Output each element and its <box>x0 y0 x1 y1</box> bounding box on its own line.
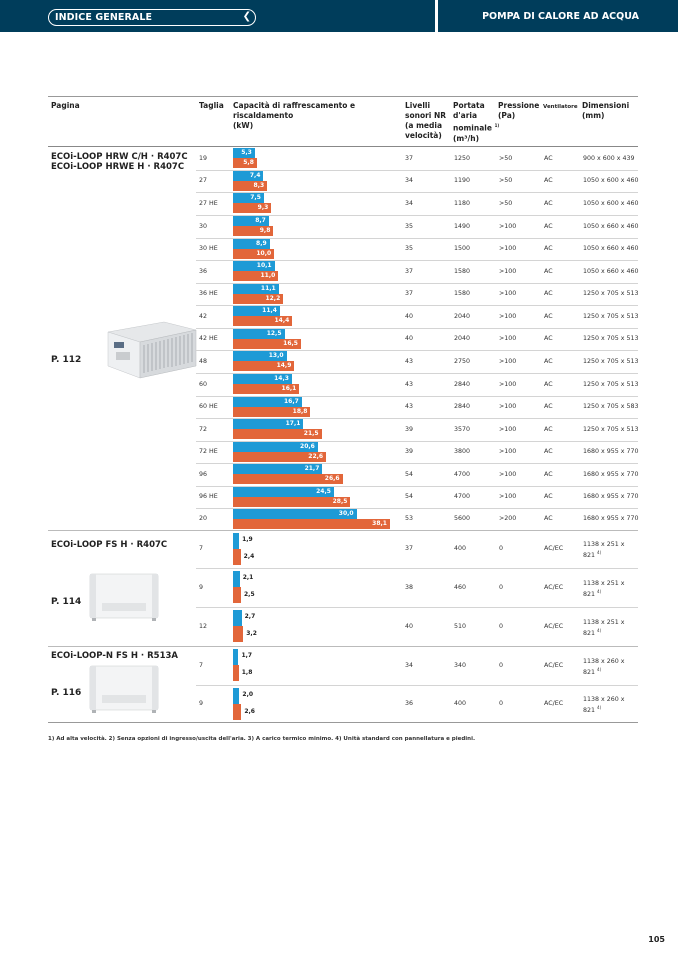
taglia-cell: 96 <box>199 470 208 478</box>
cooling-capacity-bar <box>233 487 334 497</box>
cooling-capacity-label: 30,0 <box>338 510 354 517</box>
cooling-capacity-bar <box>233 509 357 519</box>
fan-cell: AC <box>544 312 553 320</box>
airflow-cell: 1580 <box>454 267 471 275</box>
airflow-cell: 2840 <box>454 380 471 388</box>
heating-capacity-bar <box>233 294 283 304</box>
cooling-capacity-label: 10,1 <box>256 262 272 269</box>
fan-cell: AC <box>544 290 553 297</box>
dimensions-cell: 1050 x 660 x 460 <box>583 222 639 230</box>
header-livelli <box>405 101 446 141</box>
airflow-cell: 5600 <box>454 515 471 522</box>
dimensions-text: 821 <box>583 590 596 598</box>
fan-cell: AC <box>544 177 553 184</box>
header-top-rule <box>48 96 638 97</box>
airflow-cell: 2040 <box>454 335 471 342</box>
cooling-capacity-label: 2,1 <box>242 574 254 581</box>
taglia-cell: 12 <box>199 622 208 630</box>
dimensions-sup: 4) <box>597 627 602 633</box>
cooling-capacity-label: 5,3 <box>241 149 252 156</box>
heating-capacity-bar <box>233 587 241 603</box>
dimensions-cell: 1050 x 600 x 460 <box>583 177 639 184</box>
header-portata-line <box>453 121 499 134</box>
heating-capacity-bar <box>233 665 239 681</box>
pressure-cell: >100 <box>499 470 517 478</box>
heating-capacity-bar <box>233 249 274 259</box>
cooling-capacity-label: 20,6 <box>300 443 315 450</box>
fan-cell: AC/EC <box>544 622 564 630</box>
pressure-cell: >100 <box>499 425 517 433</box>
airflow-cell: 400 <box>454 699 467 707</box>
dimensions-text: 821 <box>583 706 596 714</box>
heating-capacity-bar <box>233 704 241 720</box>
fan-cell: AC <box>544 515 553 522</box>
sound-level-cell: 53 <box>405 515 414 522</box>
header-portata-line: (m³/h) <box>453 133 480 143</box>
product-name: ECOi-LOOP FS H · R407C <box>51 540 168 550</box>
header-pressione-line: (Pa) <box>498 111 516 120</box>
fan-cell: AC <box>544 245 553 252</box>
airflow-cell: 1190 <box>454 177 471 184</box>
dimensions-line <box>583 627 625 638</box>
sound-level-cell: 43 <box>405 403 414 410</box>
heating-capacity-bar <box>233 203 271 213</box>
pressure-cell: >100 <box>499 222 517 230</box>
pressure-cell: 0 <box>499 699 504 707</box>
product-name: ECOi-LOOP HRW C/H · R407C <box>51 152 188 162</box>
sound-level-cell: 40 <box>405 335 414 342</box>
taglia-cell: 27 HE <box>199 199 218 207</box>
cooling-capacity-label: 24,5 <box>316 488 331 495</box>
fan-cell: AC/EC <box>544 699 564 707</box>
sound-level-cell: 54 <box>405 493 414 500</box>
airflow-cell: 400 <box>454 545 467 552</box>
cooling-capacity-label: 1,9 <box>242 536 253 543</box>
pressure-cell: >50 <box>499 154 513 162</box>
airflow-cell: 2840 <box>454 403 471 410</box>
header-portata <box>453 101 499 144</box>
cooling-capacity-bar <box>233 442 318 452</box>
top-bar-separator <box>435 0 438 32</box>
cooling-capacity-bar <box>233 261 275 271</box>
cooling-capacity-bar <box>233 533 239 549</box>
taglia-cell: 27 <box>199 177 208 184</box>
dimensions-line: 1138 x 251 x <box>583 541 625 548</box>
sound-level-cell: 35 <box>405 222 414 230</box>
cooling-capacity-bar <box>233 419 303 429</box>
dimensions-cell: 1250 x 705 x 513 <box>583 290 639 297</box>
dimensions-cell: 1250 x 705 x 513 <box>583 425 639 433</box>
fan-cell: AC <box>544 154 553 162</box>
cooling-capacity-label: 2,7 <box>244 613 256 620</box>
heating-capacity-label: 12,2 <box>265 295 281 302</box>
header-portata-line: Portata <box>453 101 485 110</box>
taglia-cell: 30 <box>199 222 208 230</box>
pressure-cell: 0 <box>499 622 504 630</box>
cooling-capacity-label: 8,9 <box>256 240 267 247</box>
airflow-cell: 1250 <box>454 154 471 162</box>
dimensions-cell: 1250 x 705 x 583 <box>583 403 639 410</box>
dimensions-cell <box>583 541 625 560</box>
sound-level-cell: 40 <box>405 312 414 320</box>
cooling-capacity-label: 7,5 <box>250 194 261 201</box>
header-dimensioni-line: (mm) <box>582 111 605 120</box>
heating-capacity-label: 18,8 <box>292 408 308 415</box>
heating-capacity-label: 11,0 <box>260 272 276 279</box>
heating-capacity-label: 2,6 <box>244 708 255 715</box>
pressure-cell: >50 <box>499 177 513 184</box>
fan-cell: AC <box>544 380 553 388</box>
sound-level-cell: 39 <box>405 448 414 455</box>
dimensions-sup: 4) <box>597 550 602 555</box>
heating-capacity-label: 10,0 <box>256 250 272 257</box>
sound-level-cell: 36 <box>405 699 414 707</box>
cooling-capacity-label: 8,7 <box>255 217 266 224</box>
dimensions-line: 1138 x 260 x <box>583 657 625 665</box>
fan-cell: AC/EC <box>544 583 564 591</box>
heating-capacity-label: 2,5 <box>244 591 255 598</box>
heating-capacity-bar <box>233 361 294 371</box>
taglia-cell: 7 <box>199 661 204 669</box>
dimensions-cell: 1250 x 705 x 513 <box>583 335 639 342</box>
airflow-cell: 3800 <box>454 448 471 455</box>
header-pressione-line: Pressione <box>498 101 540 110</box>
heating-capacity-label: 3,2 <box>246 630 257 637</box>
pressure-cell: 0 <box>499 583 504 591</box>
index-button[interactable] <box>48 9 256 26</box>
header-dimensioni-line: Dimensioni <box>582 101 630 110</box>
page-reference: P. 116 <box>51 688 82 698</box>
airflow-cell: 1500 <box>454 245 471 252</box>
top-bar <box>0 0 678 32</box>
cooling-capacity-bar <box>233 239 270 249</box>
header-livelli-line: (a media <box>405 121 443 130</box>
header-livelli-line: sonori NR <box>405 111 447 120</box>
airflow-cell: 340 <box>454 661 467 669</box>
heating-capacity-bar <box>233 316 292 326</box>
cooling-capacity-bar <box>233 193 264 203</box>
dimensions-sup: 4) <box>597 588 602 594</box>
header-livelli-line: Livelli <box>405 101 431 110</box>
row-divider <box>196 607 638 608</box>
heating-capacity-label: 1,8 <box>241 669 253 676</box>
taglia-cell: 42 <box>199 312 208 320</box>
product-name: ECOi-LOOP HRWE H · R407C <box>51 162 185 172</box>
pressure-cell: >100 <box>499 448 517 455</box>
heating-capacity-bar <box>233 384 299 394</box>
header-capacita <box>233 101 355 131</box>
heating-capacity-bar <box>233 226 273 236</box>
sound-level-cell: 37 <box>405 545 414 552</box>
airflow-cell: 1580 <box>454 290 471 297</box>
taglia-cell: 60 HE <box>199 403 218 410</box>
cooling-capacity-bar <box>233 610 242 626</box>
cooling-capacity-label: 13,0 <box>268 352 284 359</box>
heating-capacity-bar <box>233 452 326 462</box>
cooling-capacity-label: 12,5 <box>266 330 282 337</box>
fan-cell: AC <box>544 470 553 478</box>
heating-capacity-label: 16,5 <box>283 340 298 347</box>
dimensions-cell: 1680 x 955 x 770 <box>583 470 639 478</box>
dimensions-line: 1138 x 260 x <box>583 695 625 703</box>
cooling-capacity-bar <box>233 571 240 587</box>
pressure-cell: >100 <box>499 312 517 320</box>
fan-cell: AC <box>544 493 553 500</box>
cooling-capacity-bar <box>233 374 292 384</box>
dimensions-sup: 4) <box>597 704 602 710</box>
cooling-capacity-label: 14,3 <box>274 375 289 382</box>
cooling-capacity-bar <box>233 464 322 474</box>
sound-level-cell: 34 <box>405 199 414 207</box>
heating-capacity-bar <box>233 339 301 349</box>
sound-level-cell: 39 <box>405 425 414 433</box>
dimensions-cell <box>583 658 625 677</box>
dimensions-cell <box>583 619 625 638</box>
heating-capacity-bar <box>233 497 350 507</box>
pressure-cell: >100 <box>499 267 517 275</box>
header-capacita-line: riscaldamento <box>233 111 294 120</box>
dimensions-line <box>583 704 625 715</box>
sound-level-cell: 37 <box>405 154 414 162</box>
dimensions-sup: 4) <box>597 666 602 672</box>
heating-capacity-bar <box>233 158 257 168</box>
taglia-cell: 19 <box>199 154 208 162</box>
dimensions-text: 821 <box>583 629 596 637</box>
header-portata-text: nominale <box>453 123 492 133</box>
pressure-cell: >200 <box>499 515 517 522</box>
heating-capacity-label: 21,5 <box>303 430 319 437</box>
airflow-cell: 510 <box>454 622 467 630</box>
header-portata-line: d'aria <box>453 111 478 120</box>
header-capacita-line: Capacità di raffrescamento e <box>233 101 356 110</box>
floor-unit-image <box>88 664 160 714</box>
heating-capacity-bar <box>233 549 241 565</box>
cooling-capacity-bar <box>233 306 280 316</box>
heating-capacity-bar <box>233 407 310 417</box>
ceiling-unit-image <box>106 318 198 386</box>
heating-capacity-label: 14,4 <box>274 317 290 324</box>
pressure-cell: >100 <box>499 357 517 365</box>
cooling-capacity-bar <box>233 171 263 181</box>
dimensions-cell: 1680 x 955 x 770 <box>583 448 639 455</box>
heating-capacity-bar <box>233 271 278 281</box>
airflow-cell: 2040 <box>454 312 471 320</box>
header-taglia: Taglia <box>199 101 224 110</box>
taglia-cell: 96 HE <box>199 493 218 500</box>
cooling-capacity-label: 17,1 <box>285 420 301 427</box>
header-livelli-line: velocità) <box>405 131 442 140</box>
taglia-cell: 72 <box>199 425 208 433</box>
fan-cell: AC/EC <box>544 545 564 552</box>
cooling-capacity-label: 11,4 <box>262 307 277 314</box>
page-reference: P. 114 <box>51 597 82 607</box>
airflow-cell: 1490 <box>454 222 471 230</box>
taglia-cell: 9 <box>199 699 204 707</box>
airflow-cell: 1180 <box>454 199 471 207</box>
header-pressione <box>498 101 539 121</box>
fan-cell: AC <box>544 403 553 410</box>
dimensions-line: 1138 x 251 x <box>583 618 625 626</box>
dimensions-line: 1138 x 251 x <box>583 579 625 587</box>
taglia-cell: 48 <box>199 357 208 365</box>
cooling-capacity-bar <box>233 329 285 339</box>
heating-capacity-bar <box>233 626 243 642</box>
airflow-cell: 4700 <box>454 493 471 500</box>
dimensions-cell: 1050 x 660 x 460 <box>583 267 639 275</box>
airflow-cell: 2750 <box>454 357 471 365</box>
dimensions-line <box>583 666 625 677</box>
taglia-cell: 42 HE <box>199 335 218 342</box>
fan-cell: AC <box>544 335 553 342</box>
dimensions-cell: 1050 x 660 x 460 <box>583 245 639 252</box>
page-number: 105 <box>648 935 665 944</box>
cooling-capacity-label: 2,0 <box>242 691 254 698</box>
heating-capacity-label: 16,1 <box>281 385 297 392</box>
pressure-cell: >100 <box>499 493 517 500</box>
header-pagina: Pagina <box>51 101 80 110</box>
sound-level-cell: 37 <box>405 290 414 297</box>
header-ventilatore: Ventilatore <box>543 104 578 110</box>
header-dimensioni <box>582 101 629 121</box>
pressure-cell: >100 <box>499 380 517 388</box>
heating-capacity-label: 26,6 <box>324 475 340 482</box>
dimensions-cell <box>583 696 625 715</box>
cooling-capacity-bar <box>233 284 279 294</box>
cooling-capacity-bar <box>233 148 255 158</box>
dimensions-cell: 900 x 600 x 439 <box>583 154 635 162</box>
cooling-capacity-bar <box>233 688 239 704</box>
dimensions-cell: 1250 x 705 x 513 <box>583 312 639 320</box>
dimensions-cell: 1680 x 955 x 770 <box>583 515 639 522</box>
header-bottom-rule <box>48 146 638 147</box>
sound-level-cell: 35 <box>405 245 414 252</box>
dimensions-text: 821 <box>583 552 596 560</box>
dimensions-text: 821 <box>583 668 596 676</box>
floor-unit-image <box>88 572 160 622</box>
fan-cell: AC <box>544 222 553 230</box>
dimensions-cell: 1680 x 955 x 770 <box>583 493 639 500</box>
sound-level-cell: 34 <box>405 661 414 669</box>
cooling-capacity-bar <box>233 397 302 407</box>
taglia-cell: 9 <box>199 583 204 591</box>
heating-capacity-label: 14,9 <box>276 362 292 369</box>
airflow-cell: 4700 <box>454 470 471 478</box>
pressure-cell: 0 <box>499 545 504 552</box>
fan-cell: AC <box>544 425 553 433</box>
row-divider <box>196 685 638 686</box>
sound-level-cell: 40 <box>405 622 414 630</box>
sound-level-cell: 54 <box>405 470 414 478</box>
chevron-left-icon: ❮ <box>242 11 251 22</box>
group-divider <box>48 646 638 647</box>
taglia-cell: 30 HE <box>199 245 218 252</box>
section-title: POMPA DI CALORE AD ACQUA <box>482 11 639 22</box>
heating-capacity-label: 9,3 <box>257 204 269 211</box>
heating-capacity-label: 8,3 <box>253 182 265 189</box>
sound-level-cell: 43 <box>405 380 414 388</box>
pressure-cell: >100 <box>499 245 517 252</box>
heating-capacity-label: 28,5 <box>332 498 348 505</box>
pressure-cell: >100 <box>499 403 517 410</box>
heating-capacity-label: 5,8 <box>243 159 254 166</box>
product-name: ECOi-LOOP-N FS H · R513A <box>51 651 178 661</box>
taglia-cell: 20 <box>199 515 208 522</box>
cooling-capacity-label: 1,7 <box>241 652 253 659</box>
dimensions-cell <box>583 580 625 599</box>
dimensions-cell: 1250 x 705 x 513 <box>583 380 639 388</box>
pressure-cell: >100 <box>499 335 517 342</box>
dimensions-cell: 1250 x 705 x 513 <box>583 357 639 365</box>
heating-capacity-bar <box>233 519 390 529</box>
heating-capacity-bar <box>233 429 322 439</box>
group-divider <box>48 530 638 531</box>
heating-capacity-bar <box>233 474 343 484</box>
heating-capacity-label: 2,4 <box>243 553 255 560</box>
cooling-capacity-label: 7,4 <box>249 172 261 179</box>
index-button-label: INDICE GENERALE <box>55 12 153 23</box>
taglia-cell: 60 <box>199 380 208 388</box>
footnote: 1) Ad alta velocità. 2) Senza opzioni di ingresso/uscita dell'aria. 3) A carico termico minimo. 4) Unità standard con pannellatura e piedini. <box>48 736 476 742</box>
pressure-cell: >50 <box>499 199 513 207</box>
cooling-capacity-bar <box>233 216 269 226</box>
fan-cell: AC <box>544 448 553 455</box>
airflow-cell: 460 <box>454 583 467 591</box>
page-reference: P. 112 <box>51 355 82 365</box>
taglia-cell: 36 <box>199 267 208 275</box>
cooling-capacity-label: 21,7 <box>304 465 320 472</box>
pressure-cell: 0 <box>499 661 504 669</box>
cooling-capacity-label: 11,1 <box>260 285 276 292</box>
header-capacita-line: (kW) <box>233 121 254 130</box>
heating-capacity-bar <box>233 181 267 191</box>
fan-cell: AC <box>544 357 553 365</box>
heating-capacity-label: 38,1 <box>372 520 387 527</box>
header-portata-sup: 1) <box>494 123 500 128</box>
fan-cell: AC/EC <box>544 661 564 669</box>
fan-cell: AC <box>544 199 553 207</box>
dimensions-cell: 1050 x 600 x 460 <box>583 199 639 207</box>
heating-capacity-label: 22,6 <box>308 453 324 460</box>
cooling-capacity-bar <box>233 351 287 361</box>
cooling-capacity-label: 16,7 <box>283 398 299 405</box>
taglia-cell: 36 HE <box>199 290 218 297</box>
sound-level-cell: 37 <box>405 267 414 275</box>
fan-cell: AC <box>544 267 553 275</box>
sound-level-cell: 34 <box>405 177 414 184</box>
heating-capacity-label: 9,8 <box>259 227 271 234</box>
taglia-cell: 72 HE <box>199 448 218 455</box>
airflow-cell: 3570 <box>454 425 471 433</box>
row-divider <box>196 568 638 569</box>
dimensions-line <box>583 588 625 599</box>
sound-level-cell: 38 <box>405 583 414 591</box>
taglia-cell: 7 <box>199 545 204 552</box>
pressure-cell: >100 <box>499 290 517 297</box>
cooling-capacity-bar <box>233 649 238 665</box>
sound-level-cell: 43 <box>405 357 414 365</box>
dimensions-line <box>583 549 625 560</box>
table-bottom-rule <box>48 722 638 723</box>
